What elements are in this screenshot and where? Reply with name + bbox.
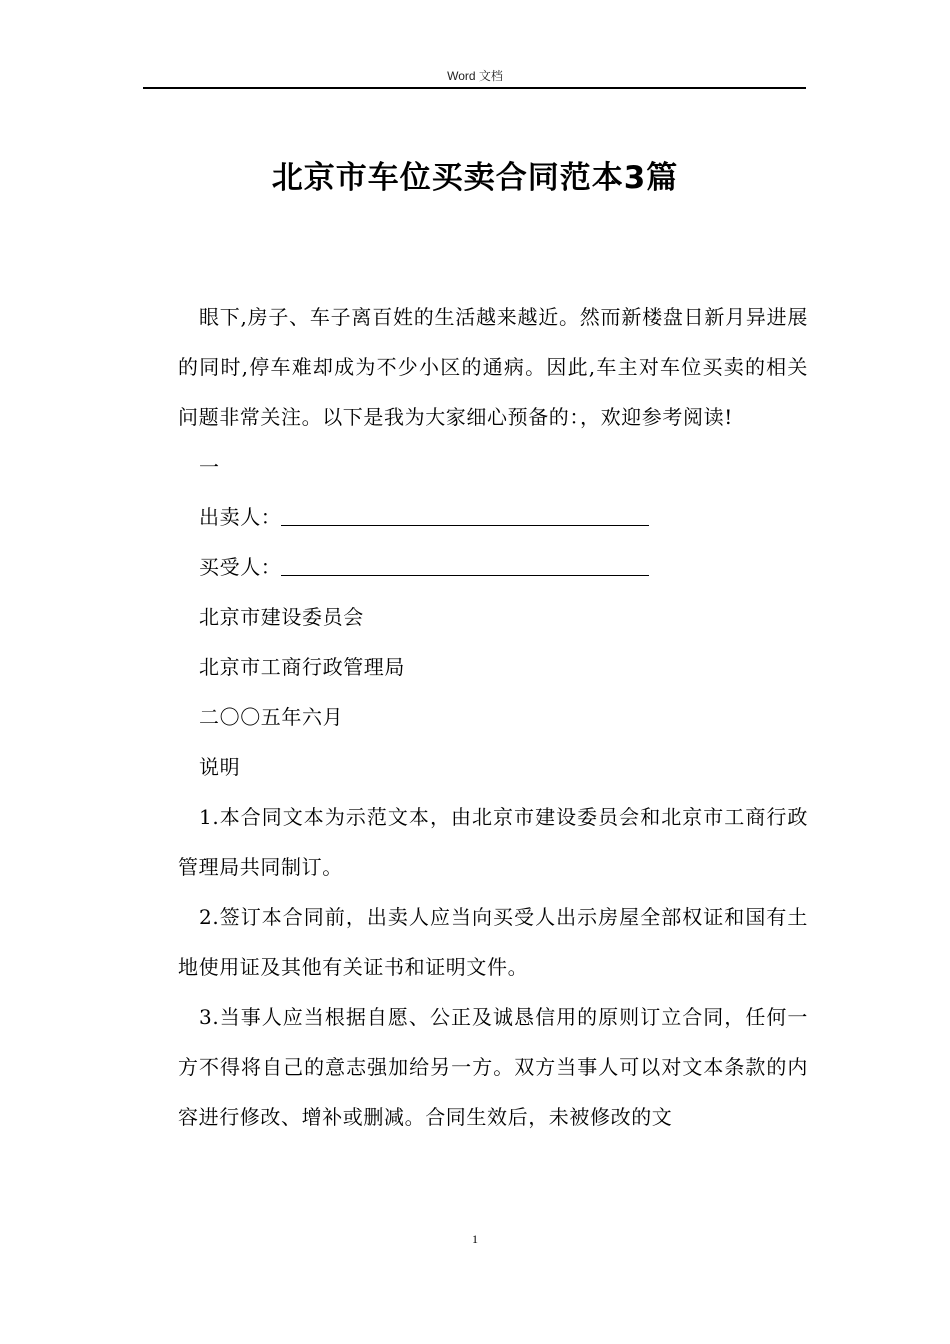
- buyer-line: [178, 542, 808, 592]
- buyer-label: 买受人：: [199, 555, 282, 579]
- intro-paragraph: 眼下,房子、车子离百姓的生活越来越近。然而新楼盘日新月异进展的同时,停车难却成为不少小区的通病。因此,车主对车位买卖的相关问题非常关注。以下是我为大家细心预备的：，欢迎参考阅读!: [178, 305, 808, 429]
- document-body: [178, 292, 808, 1142]
- note-3: 3.当事人应当根据自愿、公正及诚恳信用的原则订立合同，任何一方不得将自己的意志强加给另一方。双方当事人可以对文本条款的内容进行修改、增补或删减。合同生效后，未被修改的文: [178, 1005, 808, 1129]
- note-1: 1.本合同文本为示范文本，由北京市建设委员会和北京市工商行政管理局共同制订。: [178, 805, 808, 879]
- issuer-line-2: 北京市工商行政管理局: [199, 655, 405, 679]
- issuer-line-1: 北京市建设委员会: [199, 605, 364, 629]
- seller-label: 出卖人：: [199, 505, 282, 529]
- issue-date: 二〇〇五年六月: [199, 705, 344, 729]
- note-2: 2.签订本合同前，出卖人应当向买受人出示房屋全部权证和国有土地使用证及其他有关证书和证明文件。: [178, 905, 808, 979]
- notes-heading: 说明: [199, 755, 241, 779]
- header-divider: [143, 87, 806, 89]
- page-number: 1: [472, 1232, 478, 1246]
- section-marker: 一: [199, 455, 220, 479]
- page-header: Word 文档: [447, 69, 503, 83]
- seller-blank-line: [281, 505, 649, 526]
- buyer-blank-line: [281, 555, 649, 576]
- document-title: 北京市车位买卖合同范本3篇: [271, 160, 679, 196]
- seller-line: [178, 492, 808, 542]
